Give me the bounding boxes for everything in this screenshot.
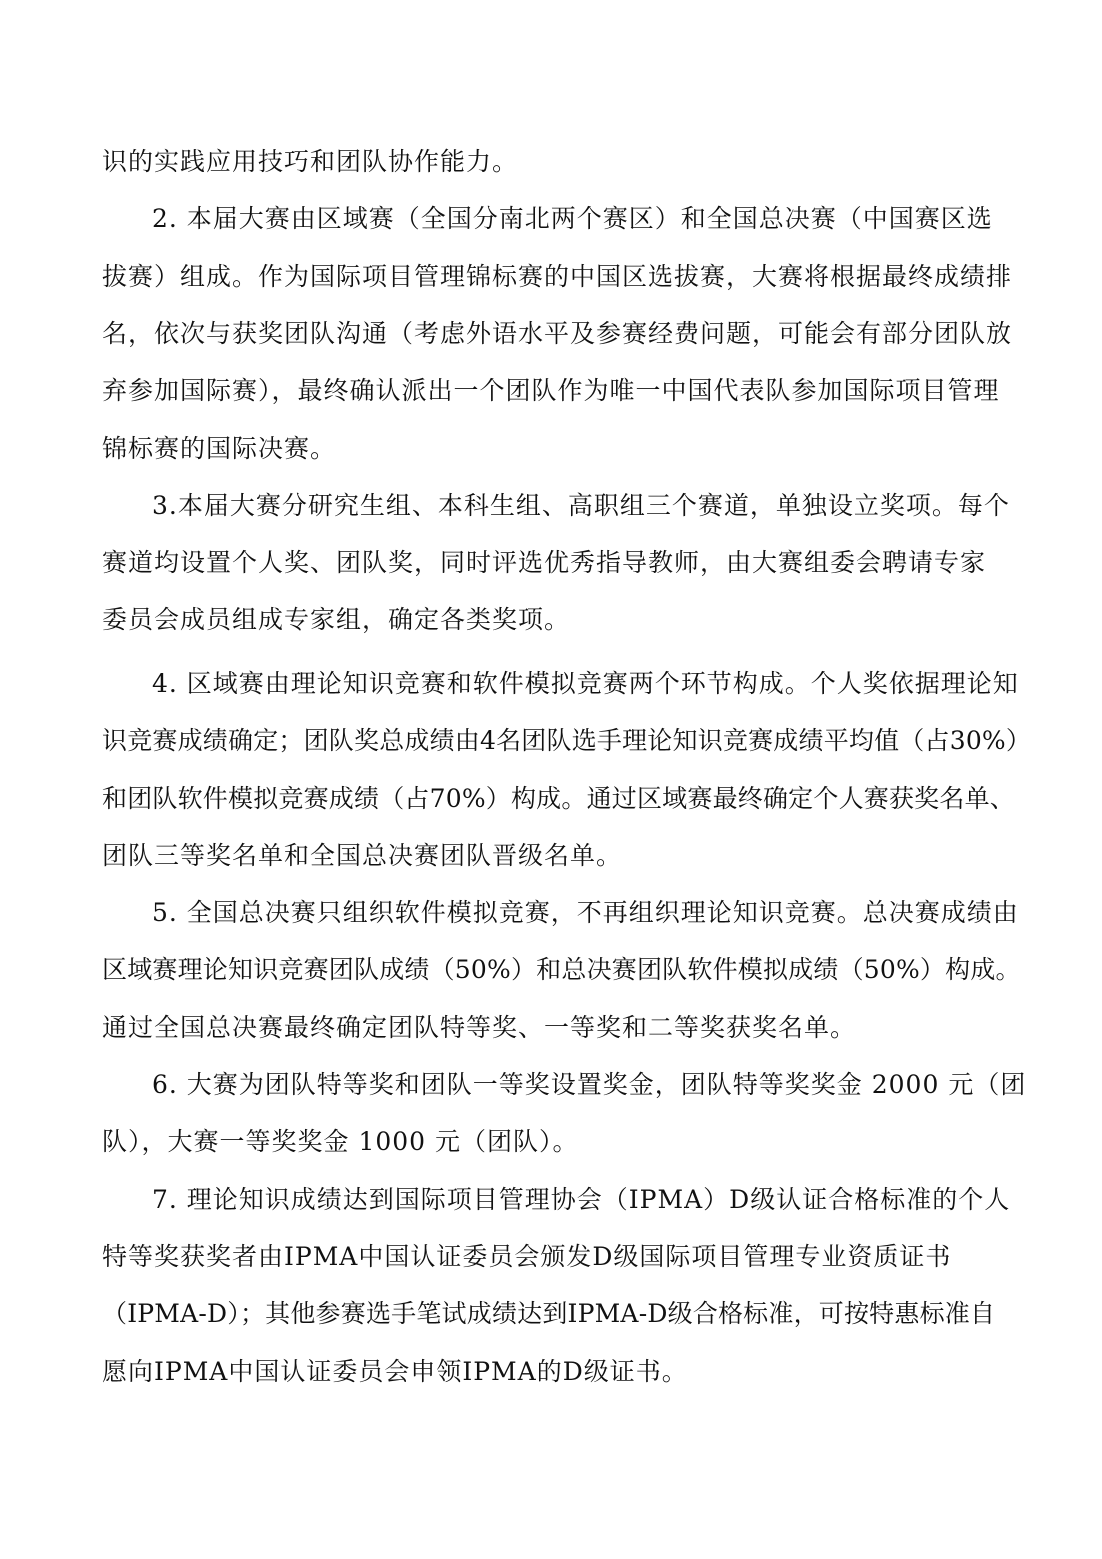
text-line: 5. 全国总决赛只组织软件模拟竞赛，不再组织理论知识竞赛。总决赛成绩由 bbox=[152, 898, 1019, 927]
text-line: 愿向IPMA中国认证委员会申领IPMA的D级证书。 bbox=[102, 1357, 688, 1386]
text-line: 识竞赛成绩确定；团队奖总成绩由4名团队选手理论知识竞赛成绩平均值（占30%） bbox=[102, 726, 1032, 755]
text-line: 区域赛理论知识竞赛团队成绩（50%）和总决赛团队软件模拟成绩（50%）构成。 bbox=[102, 955, 1021, 984]
text-line: 锦标赛的国际决赛。 bbox=[102, 434, 337, 463]
text-line: 3.本届大赛分研究生组、本科生组、高职组三个赛道，单独设立奖项。每个 bbox=[152, 491, 1010, 520]
text-line: 和团队软件模拟竞赛成绩（占70%）构成。通过区域赛最终确定个人赛获奖名单、 bbox=[102, 784, 1015, 813]
text-line: 委员会成员组成专家组，确定各类奖项。 bbox=[102, 605, 571, 634]
text-line: 7. 理论知识成绩达到国际项目管理协会（IPMA）D级认证合格标准的个人 bbox=[152, 1185, 1011, 1214]
text-line: 团队三等奖名单和全国总决赛团队晋级名单。 bbox=[102, 841, 623, 870]
text-line: 4. 区域赛由理论知识竞赛和软件模拟竞赛两个环节构成。个人奖依据理论知 bbox=[152, 669, 1019, 698]
text-line: 6. 大赛为团队特等奖和团队一等奖设置奖金，团队特等奖奖金 2000 元（团 bbox=[152, 1070, 1027, 1099]
text-line: 名，依次与获奖团队沟通（考虑外语水平及参赛经费问题，可能会有部分团队放 bbox=[102, 319, 1013, 348]
text-line: 队），大赛一等奖奖金 1000 元（团队）。 bbox=[102, 1127, 579, 1156]
text-line: 2. 本届大赛由区域赛（全国分南北两个赛区）和全国总决赛（中国赛区选 bbox=[152, 204, 993, 233]
text-line: 拔赛）组成。作为国际项目管理锦标赛的中国区选拔赛，大赛将根据最终成绩排 bbox=[102, 262, 1013, 291]
text-line: 识的实践应用技巧和团队协作能力。 bbox=[102, 147, 519, 176]
text-line: 特等奖获奖者由IPMA中国认证委员会颁发D级国际项目管理专业资质证书 bbox=[102, 1242, 952, 1271]
text-line: 弃参加国际赛），最终确认派出一个团队作为唯一中国代表队参加国际项目管理 bbox=[102, 376, 1000, 405]
text-line: 赛道均设置个人奖、团队奖，同时评选优秀指导教师，由大赛组委会聘请专家 bbox=[102, 548, 987, 577]
text-line: （IPMA-D）；其他参赛选手笔试成绩达到IPMA-D级合格标准，可按特惠标准自 bbox=[102, 1299, 996, 1328]
text-line: 通过全国总决赛最终确定团队特等奖、一等奖和二等奖获奖名单。 bbox=[102, 1013, 857, 1042]
